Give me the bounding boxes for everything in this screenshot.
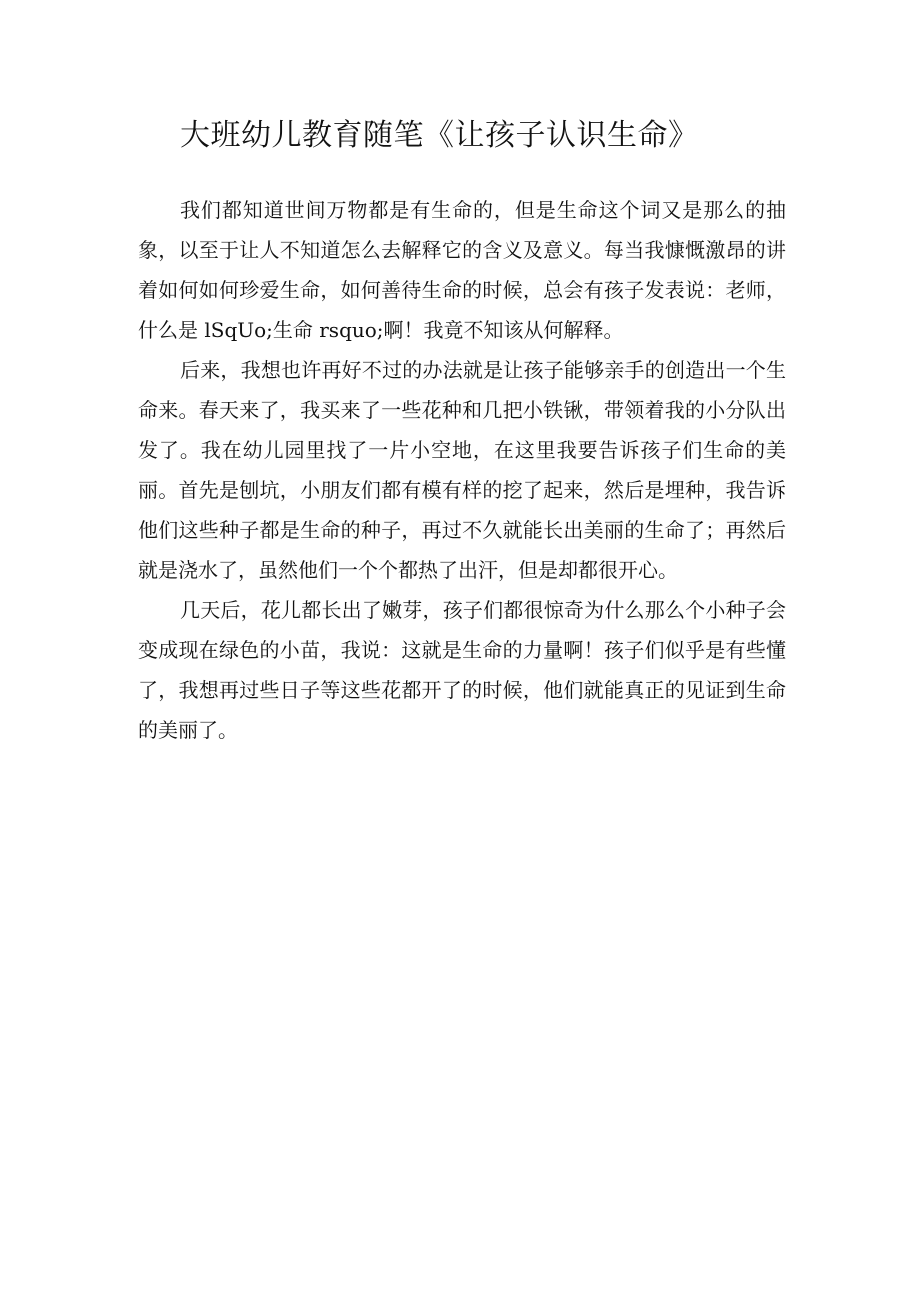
paragraph-2: 后来，我想也许再好不过的办法就是让孩子能够亲手的创造出一个生命来。春天来了，我买来了一些花种和几把小铁锹，带领着我的小分队出发了。我在幼儿园里找了一片小空地，在这里我要告诉孩子们生命的美丽。首先是刨坑，小朋友们都有模有样的挖了起来，然后是埋种，我告诉他们这些种子都是生命的种子，再过不久就能长出美丽的生命了；再然后就是浇水了，虽然他们一个个都热了出汗，但是却都很开心。	[138, 358, 786, 582]
document-title: 大班幼儿教育随笔《让孩子认识生命》	[180, 118, 699, 153]
paragraph-1: 我们都知道世间万物都是有生命的，但是生命这个词又是那么的抽象，以至于让人不知道怎么去解释它的含义及意义。每当我慷慨激昂的讲着如何如何珍爱生命，如何善待生命的时候，总会有孩子发表说：老师，什么是 lSqUo;生命 rsquo;啊！我竟不知该从何解释。	[138, 198, 786, 342]
document-body	[138, 190, 786, 750]
paragraph-3: 几天后，花儿都长出了嫩芽，孩子们都很惊奇为什么那么个小种子会变成现在绿色的小苗，我说：这就是生命的力量啊！孩子们似乎是有些懂了，我想再过些日子等这些花都开了的时候，他们就能真正的见证到生命的美丽了。	[138, 598, 786, 742]
